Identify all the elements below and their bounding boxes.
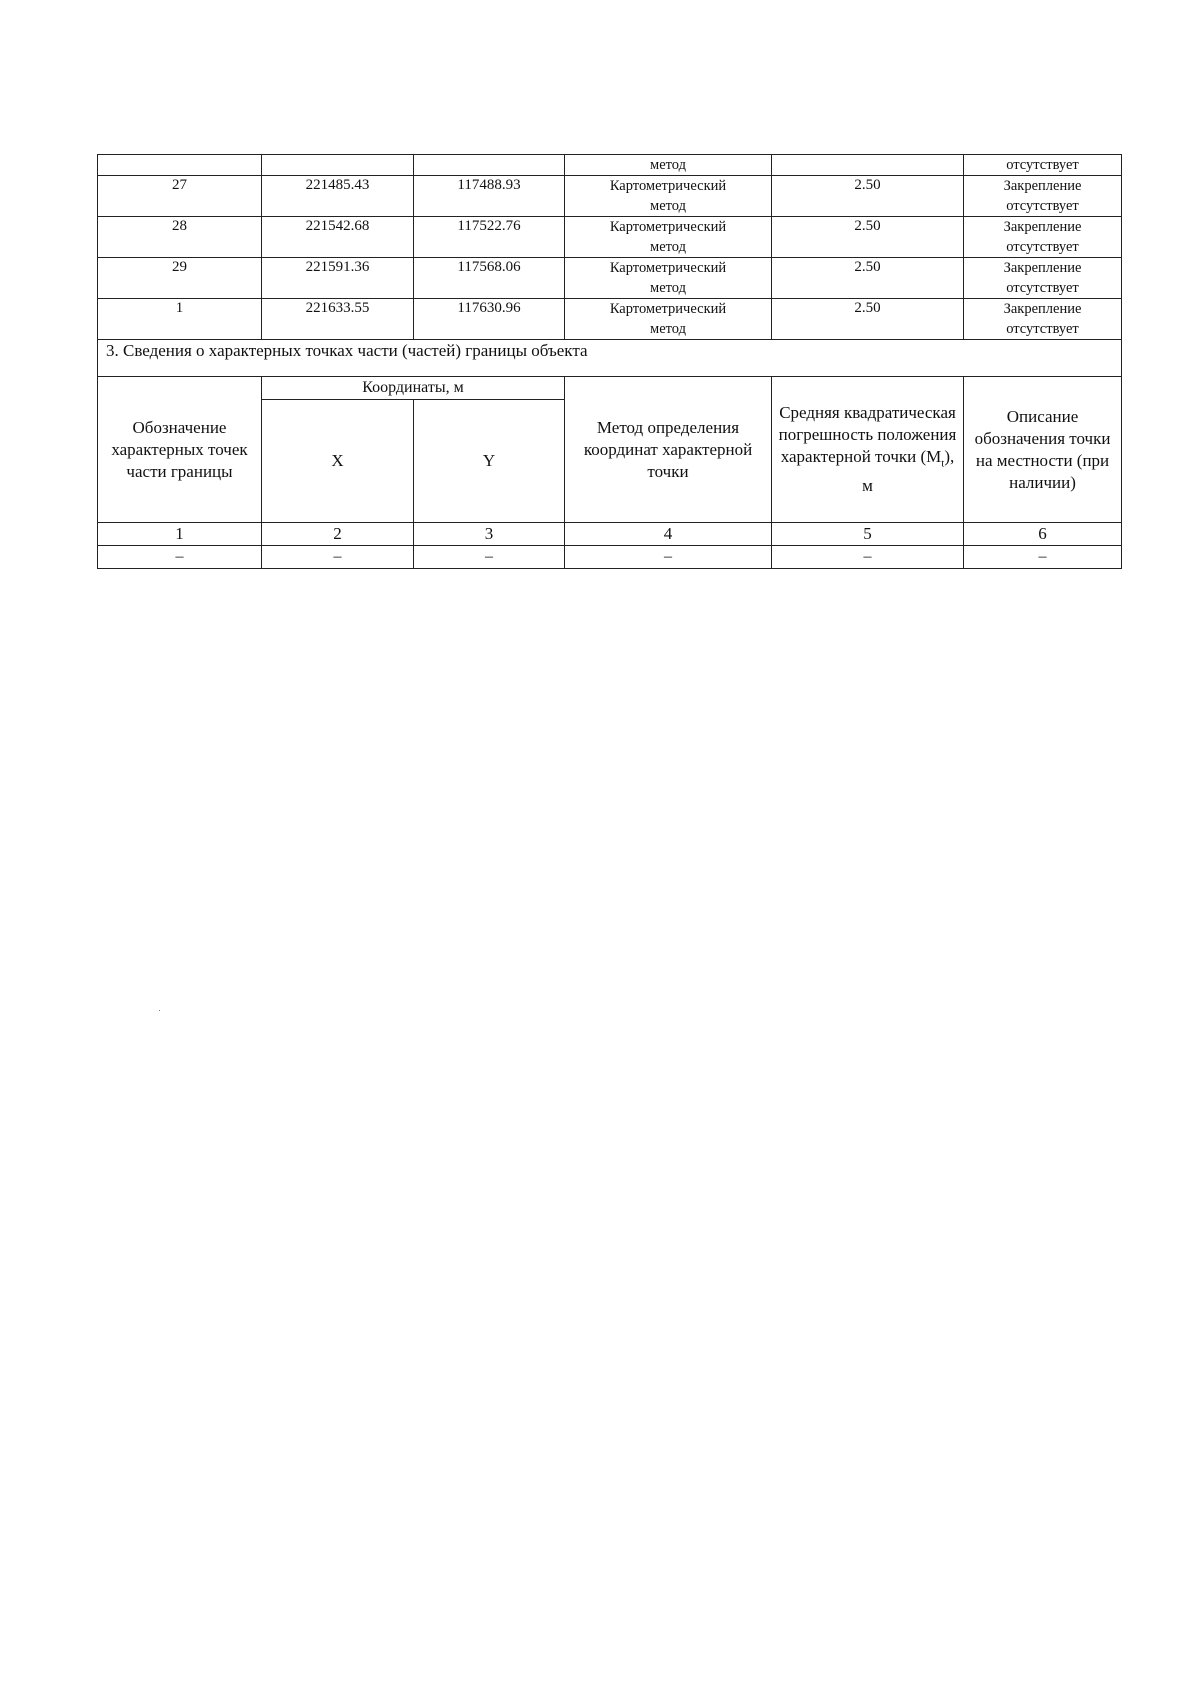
description-line: отсутствует bbox=[1006, 280, 1079, 296]
method-line: Картометрический bbox=[609, 178, 727, 194]
cell-description bbox=[964, 217, 1122, 258]
description-line: отсутствует bbox=[1006, 198, 1079, 214]
column-number: 2 bbox=[262, 523, 414, 546]
header-row bbox=[98, 377, 1122, 400]
cell-error: 2.50 bbox=[772, 258, 964, 299]
method-line: метод bbox=[650, 321, 686, 337]
cell-x: 221633.55 bbox=[262, 299, 414, 340]
empty-cell: – bbox=[414, 546, 565, 569]
cell-y: 117568.06 bbox=[414, 258, 565, 299]
cell-point bbox=[98, 155, 262, 176]
column-number: 5 bbox=[772, 523, 964, 546]
cell-error: 2.50 bbox=[772, 217, 964, 258]
empty-cell: – bbox=[262, 546, 414, 569]
cell-method bbox=[565, 217, 772, 258]
cell-description bbox=[964, 176, 1122, 217]
document-sheet bbox=[97, 154, 1121, 569]
column-number: 6 bbox=[964, 523, 1122, 546]
cell-x: 221542.68 bbox=[262, 217, 414, 258]
method-line: метод bbox=[650, 198, 686, 214]
table-row bbox=[98, 258, 1122, 299]
cell-description bbox=[964, 299, 1122, 340]
table-row bbox=[98, 299, 1122, 340]
header-error bbox=[772, 377, 964, 523]
empty-data-row bbox=[98, 546, 1122, 569]
cell-description bbox=[964, 258, 1122, 299]
table-row bbox=[98, 217, 1122, 258]
header-error-unit: ), м bbox=[862, 447, 955, 495]
cell-method: метод bbox=[565, 155, 772, 176]
coordinates-table-continued bbox=[97, 154, 1122, 340]
cell-x: 221485.43 bbox=[262, 176, 414, 217]
description-line: Закрепление bbox=[1003, 219, 1082, 235]
cell-y: 117630.96 bbox=[414, 299, 565, 340]
scan-speck bbox=[159, 1010, 160, 1011]
cell-y bbox=[414, 155, 565, 176]
header-error-subscript: t bbox=[941, 457, 945, 470]
description-line: Закрепление bbox=[1003, 178, 1082, 194]
description-line: отсутствует bbox=[1006, 239, 1079, 255]
cell-y: 117522.76 bbox=[414, 217, 565, 258]
description-line: отсутствует bbox=[1006, 321, 1079, 337]
column-number: 4 bbox=[565, 523, 772, 546]
section-title-row bbox=[98, 340, 1122, 377]
header-designation: Обозначение характерных точек части границы bbox=[98, 377, 262, 523]
section-title: 3. Сведения о характерных точках части (частей) границы объекта bbox=[98, 340, 1122, 377]
header-error-text: Средняя квадратическая погрешность положения характерной точки (M bbox=[778, 403, 957, 467]
cell-error: 2.50 bbox=[772, 176, 964, 217]
column-number: 3 bbox=[414, 523, 565, 546]
empty-cell: – bbox=[98, 546, 262, 569]
column-number: 1 bbox=[98, 523, 262, 546]
header-description: Описание обозначения точки на местности (при наличии) bbox=[964, 377, 1122, 523]
description-line: Закрепление bbox=[1003, 260, 1082, 276]
method-line: Картометрический bbox=[609, 301, 727, 317]
method-line: Картометрический bbox=[609, 260, 727, 276]
column-number-row bbox=[98, 523, 1122, 546]
cell-point: 29 bbox=[98, 258, 262, 299]
method-line: метод bbox=[650, 280, 686, 296]
empty-cell: – bbox=[964, 546, 1122, 569]
cell-y: 117488.93 bbox=[414, 176, 565, 217]
method-line: метод bbox=[650, 239, 686, 255]
table-row bbox=[98, 176, 1122, 217]
cell-x bbox=[262, 155, 414, 176]
header-method: Метод определения координат характерной точки bbox=[565, 377, 772, 523]
empty-cell: – bbox=[565, 546, 772, 569]
cell-method bbox=[565, 258, 772, 299]
header-y: Y bbox=[414, 400, 565, 523]
cell-point: 27 bbox=[98, 176, 262, 217]
method-line: Картометрический bbox=[609, 219, 727, 235]
cell-x: 221591.36 bbox=[262, 258, 414, 299]
empty-cell: – bbox=[772, 546, 964, 569]
cell-point: 28 bbox=[98, 217, 262, 258]
section3-table bbox=[97, 339, 1122, 569]
header-x: X bbox=[262, 400, 414, 523]
cell-description: отсутствует bbox=[964, 155, 1122, 176]
cell-error bbox=[772, 155, 964, 176]
cell-method bbox=[565, 299, 772, 340]
header-coordinates: Координаты, м bbox=[262, 377, 565, 400]
cell-method bbox=[565, 176, 772, 217]
table-row bbox=[98, 155, 1122, 176]
cell-point: 1 bbox=[98, 299, 262, 340]
cell-error: 2.50 bbox=[772, 299, 964, 340]
description-line: Закрепление bbox=[1003, 301, 1082, 317]
